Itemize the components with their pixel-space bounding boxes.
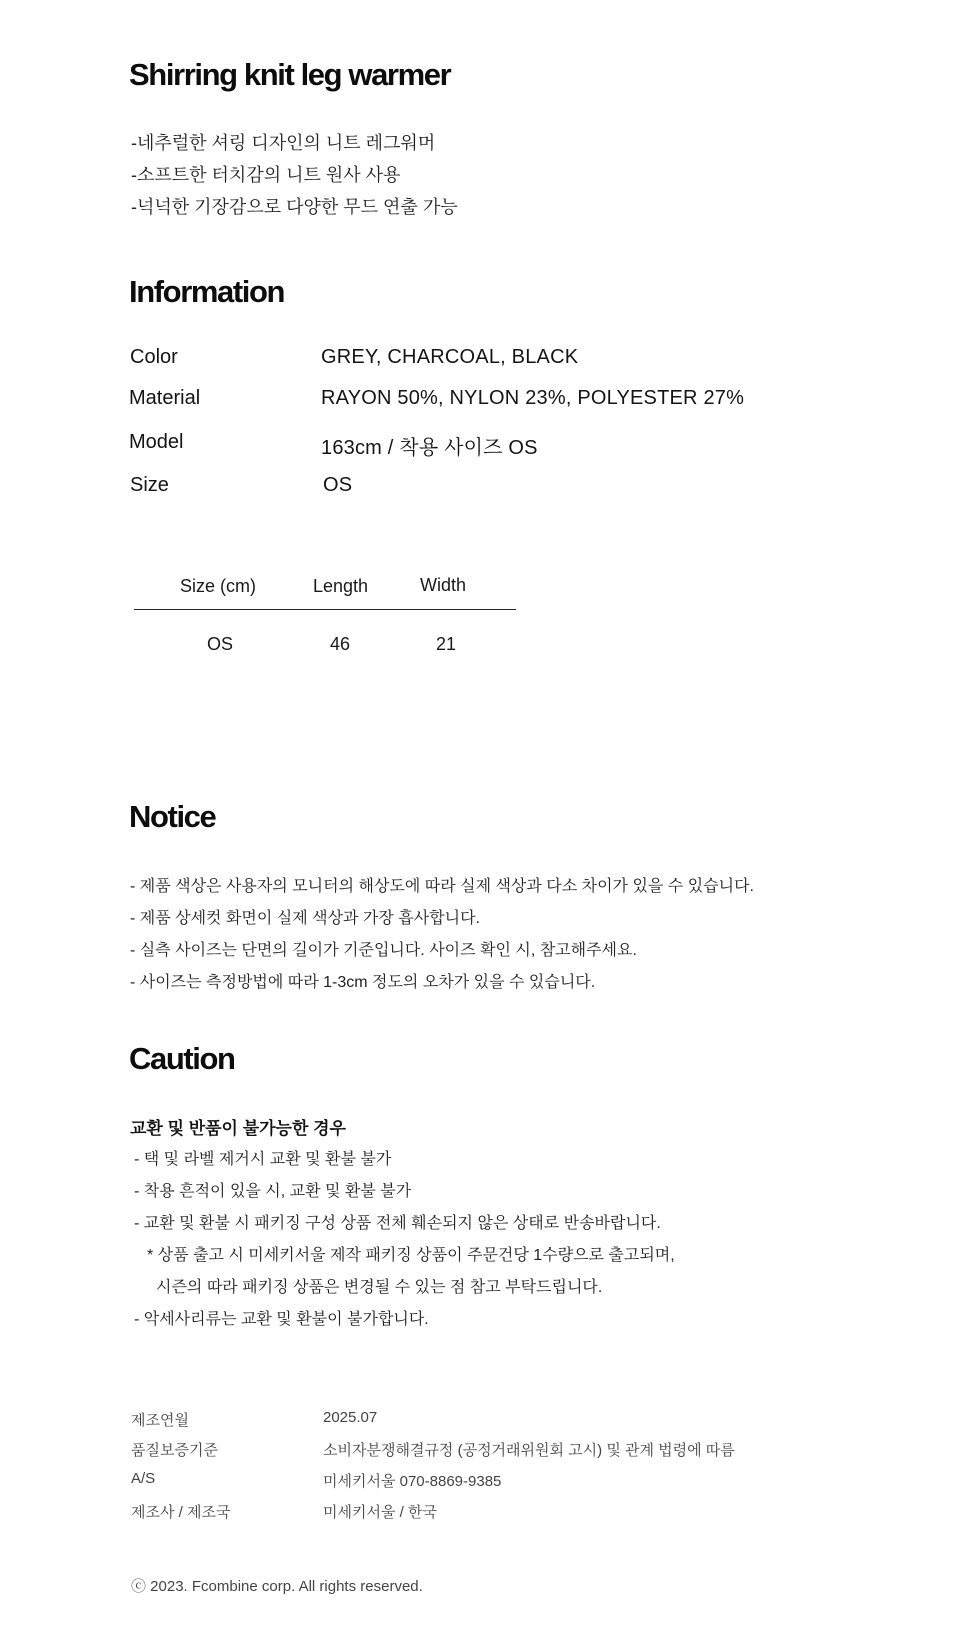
meta-value: 2025.07 [323,1409,378,1426]
copyright-text: ⓒ 2023. Fcombine corp. All rights reserved. [131,1578,423,1595]
size-table-header: Length [313,576,369,596]
meta-value: 미세키서울 070-8869-9385 [323,1473,502,1490]
meta-label: 품질보증기준 [131,1442,218,1459]
size-table-header: Width [420,575,467,595]
info-value-model: 163cm / 착용 사이즈 OS [321,437,538,459]
meta-label: A/S [131,1470,156,1487]
caution-line: - 교환 및 환불 시 패키징 구성 상품 전체 훼손되지 않은 상태로 반송바랍니다. [134,1215,661,1232]
description-line: -넉넉한 기장감으로 다양한 무드 연출 가능 [131,197,458,217]
info-value-material: RAYON 50%, NYLON 23%, POLYESTER 27% [321,387,745,409]
size-table-header: Size (cm) [180,576,256,596]
caution-line: - 택 및 라벨 제거시 교환 및 환불 불가 [134,1151,392,1168]
info-label-material: Material [129,387,201,409]
caution-subheading: 교환 및 반품이 불가능한 경우 [130,1119,346,1138]
info-label-color: Color [130,346,178,368]
notice-line: - 제품 색상은 사용자의 모니터의 해상도에 따라 실제 색상과 다소 차이가 있을 수 있습니다. [130,878,754,895]
caution-line: * 상품 출고 시 미세키서울 제작 패키징 상품이 주문건당 1수량으로 출고되며, [147,1247,675,1264]
size-table-cell: 46 [330,634,351,654]
meta-label: 제조사 / 제조국 [131,1504,231,1521]
meta-label: 제조연월 [131,1412,189,1429]
notice-line: - 제품 상세컷 화면이 실제 색상과 가장 흡사합니다. [130,910,481,927]
notice-line: - 사이즈는 측정방법에 따라 1-3cm 정도의 오차가 있을 수 있습니다. [130,974,596,991]
notice-heading: Notice [129,799,216,834]
size-table-cell: 21 [436,634,457,654]
meta-value: 소비자분쟁해결규정 (공정거래위원회 고시) 및 관계 법령에 따름 [323,1442,735,1459]
description-line: -소프트한 터치감의 니트 원사 사용 [131,165,401,185]
information-heading: Information [129,274,285,309]
info-value-color: GREY, CHARCOAL, BLACK [321,346,579,368]
meta-value: 미세키서울 / 한국 [323,1504,437,1521]
info-label-size: Size [130,474,169,496]
caution-heading: Caution [129,1041,235,1076]
info-label-model: Model [129,431,184,453]
size-table-cell: OS [207,634,234,654]
size-table-divider [134,609,516,610]
description-line: -네추럴한 셔링 디자인의 니트 레그워머 [131,133,436,153]
notice-line: - 실측 사이즈는 단면의 길이가 기준입니다. 사이즈 확인 시, 참고해주세요. [130,942,637,959]
product-title: Shirring knit leg warmer [129,57,451,92]
caution-line: 시즌의 따라 패키징 상품은 변경될 수 있는 점 참고 부탁드립니다. [156,1279,603,1296]
caution-line: - 악세사리류는 교환 및 환불이 불가합니다. [134,1311,429,1328]
caution-line: - 착용 흔적이 있을 시, 교환 및 환불 불가 [134,1183,412,1200]
info-value-size: OS [323,474,353,496]
